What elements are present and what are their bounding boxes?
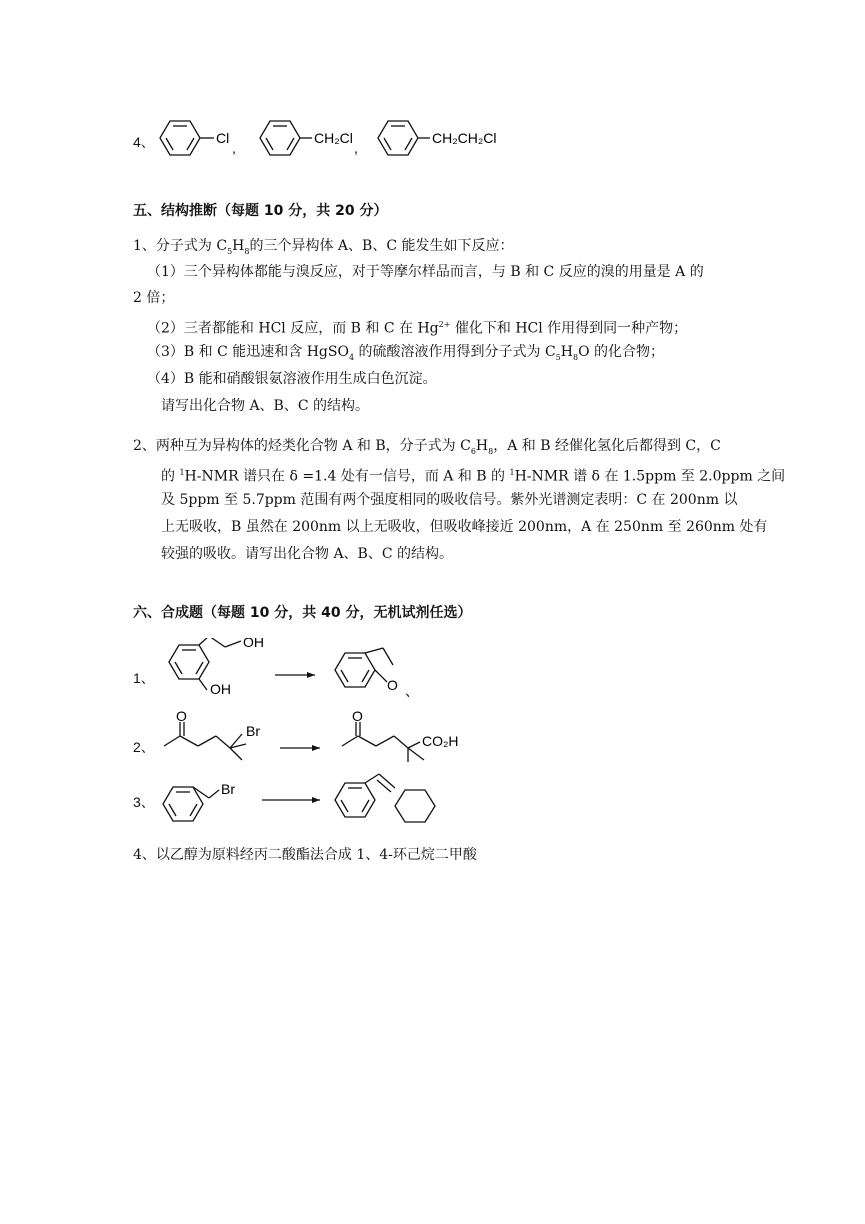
q5-1-cond2: （2）三者都能和 HCl 反应，而 B 和 C 在 $Hg^{2+}$ 催化下和 HCl 作用得到同一种产物； [147, 320, 688, 337]
r2-br: Br [246, 723, 260, 739]
r3-label: 3、 [133, 794, 155, 810]
sep-2: , [354, 140, 358, 156]
r1-tail: 、 [405, 683, 419, 699]
reaction-1 [155, 638, 455, 704]
q5-1-line1: 1、分子式为 $C_5H_8$的三个异构体 A、B、C 能发生如下反应： [133, 238, 514, 256]
ch2ch2cl-label: CH₂CH₂Cl [432, 130, 497, 146]
q5-2-line4: 上无吸收，B 虽然在 200nm 以上无吸收，但吸收峰接近 200nm，A 在 250nm 至 260nm 处有 [161, 519, 768, 535]
r3-stilbene-ring-2 [395, 790, 435, 822]
ch2cl-label: CH₂Cl [314, 130, 353, 146]
q5-2-line3: 及 5ppm 至 5.7ppm 范围有两个强度相同的吸收信号。紫外光谱测定表明：C 在 200nm 以 [161, 492, 738, 508]
q5-1-cond3: （3）B 和 C 能迅速和含 HgSO$_4$ 的硫酸溶液作用得到分子式为 $C_5H_8O$ 的化合物； [147, 344, 665, 362]
r2-arrow-head [312, 745, 320, 751]
q5-1-cond4: （4）B 能和硝酸银氨溶液作用生成白色沉淀。 [147, 371, 437, 387]
section-6-title: 六、合成题（每题 10 分，共 40 分，无机试剂任选） [133, 605, 472, 621]
r4-text: 4、以乙醇为原料经丙二酸酯法合成 1、4-环己烷二甲酸 [133, 847, 477, 863]
r2-o-product: O [352, 708, 363, 724]
sep-1: , [232, 140, 236, 156]
r3-br: Br [221, 781, 235, 797]
r1-arrow-head [307, 672, 315, 678]
q5-1-ask: 请写出化合物 A、B、C 的结构。 [161, 398, 370, 414]
q5-2-line1: 2、两种互为异构体的烃类化合物 A 和 B，分子式为 $C_6H_8$，A 和 B 经催化氢化后都得到 C，C [133, 438, 721, 456]
q5-1-cond1: （1）三个异构体都能与溴反应，对于等摩尔样品而言，与 B 和 C 反应的溴的用量是 A 的 [147, 264, 704, 280]
chloride-structures [150, 112, 510, 162]
r1-o: O [387, 677, 398, 693]
r1-oh-bottom: OH [210, 681, 231, 697]
r1-oh-top: OH [243, 638, 264, 650]
r3-arrow-head [312, 797, 320, 803]
q5-1-cond1-cont: 2 倍； [133, 290, 175, 306]
reaction-2 [150, 708, 480, 768]
reaction-3 [155, 770, 485, 836]
r1-label: 1、 [133, 670, 155, 686]
r2-co2h: CO₂H [422, 733, 459, 749]
q5-2-line5: 较强的吸收。请写出化合物 A、B、C 的结构。 [161, 546, 454, 562]
r2-label: 2、 [133, 739, 155, 755]
q5-2-line2: 的 $^1$H-NMR 谱只在 δ =1.4 处有一信号，而 A 和 B 的 $^1$H-NMR 谱 δ 在 1.5ppm 至 2.0ppm 之间 [161, 468, 786, 485]
r2-o-start: O [176, 708, 187, 724]
cl-label: Cl [216, 130, 230, 146]
q4-label: 4、 [133, 134, 155, 150]
section-5-title: 五、结构推断（每题 10 分，共 20 分） [133, 203, 388, 219]
